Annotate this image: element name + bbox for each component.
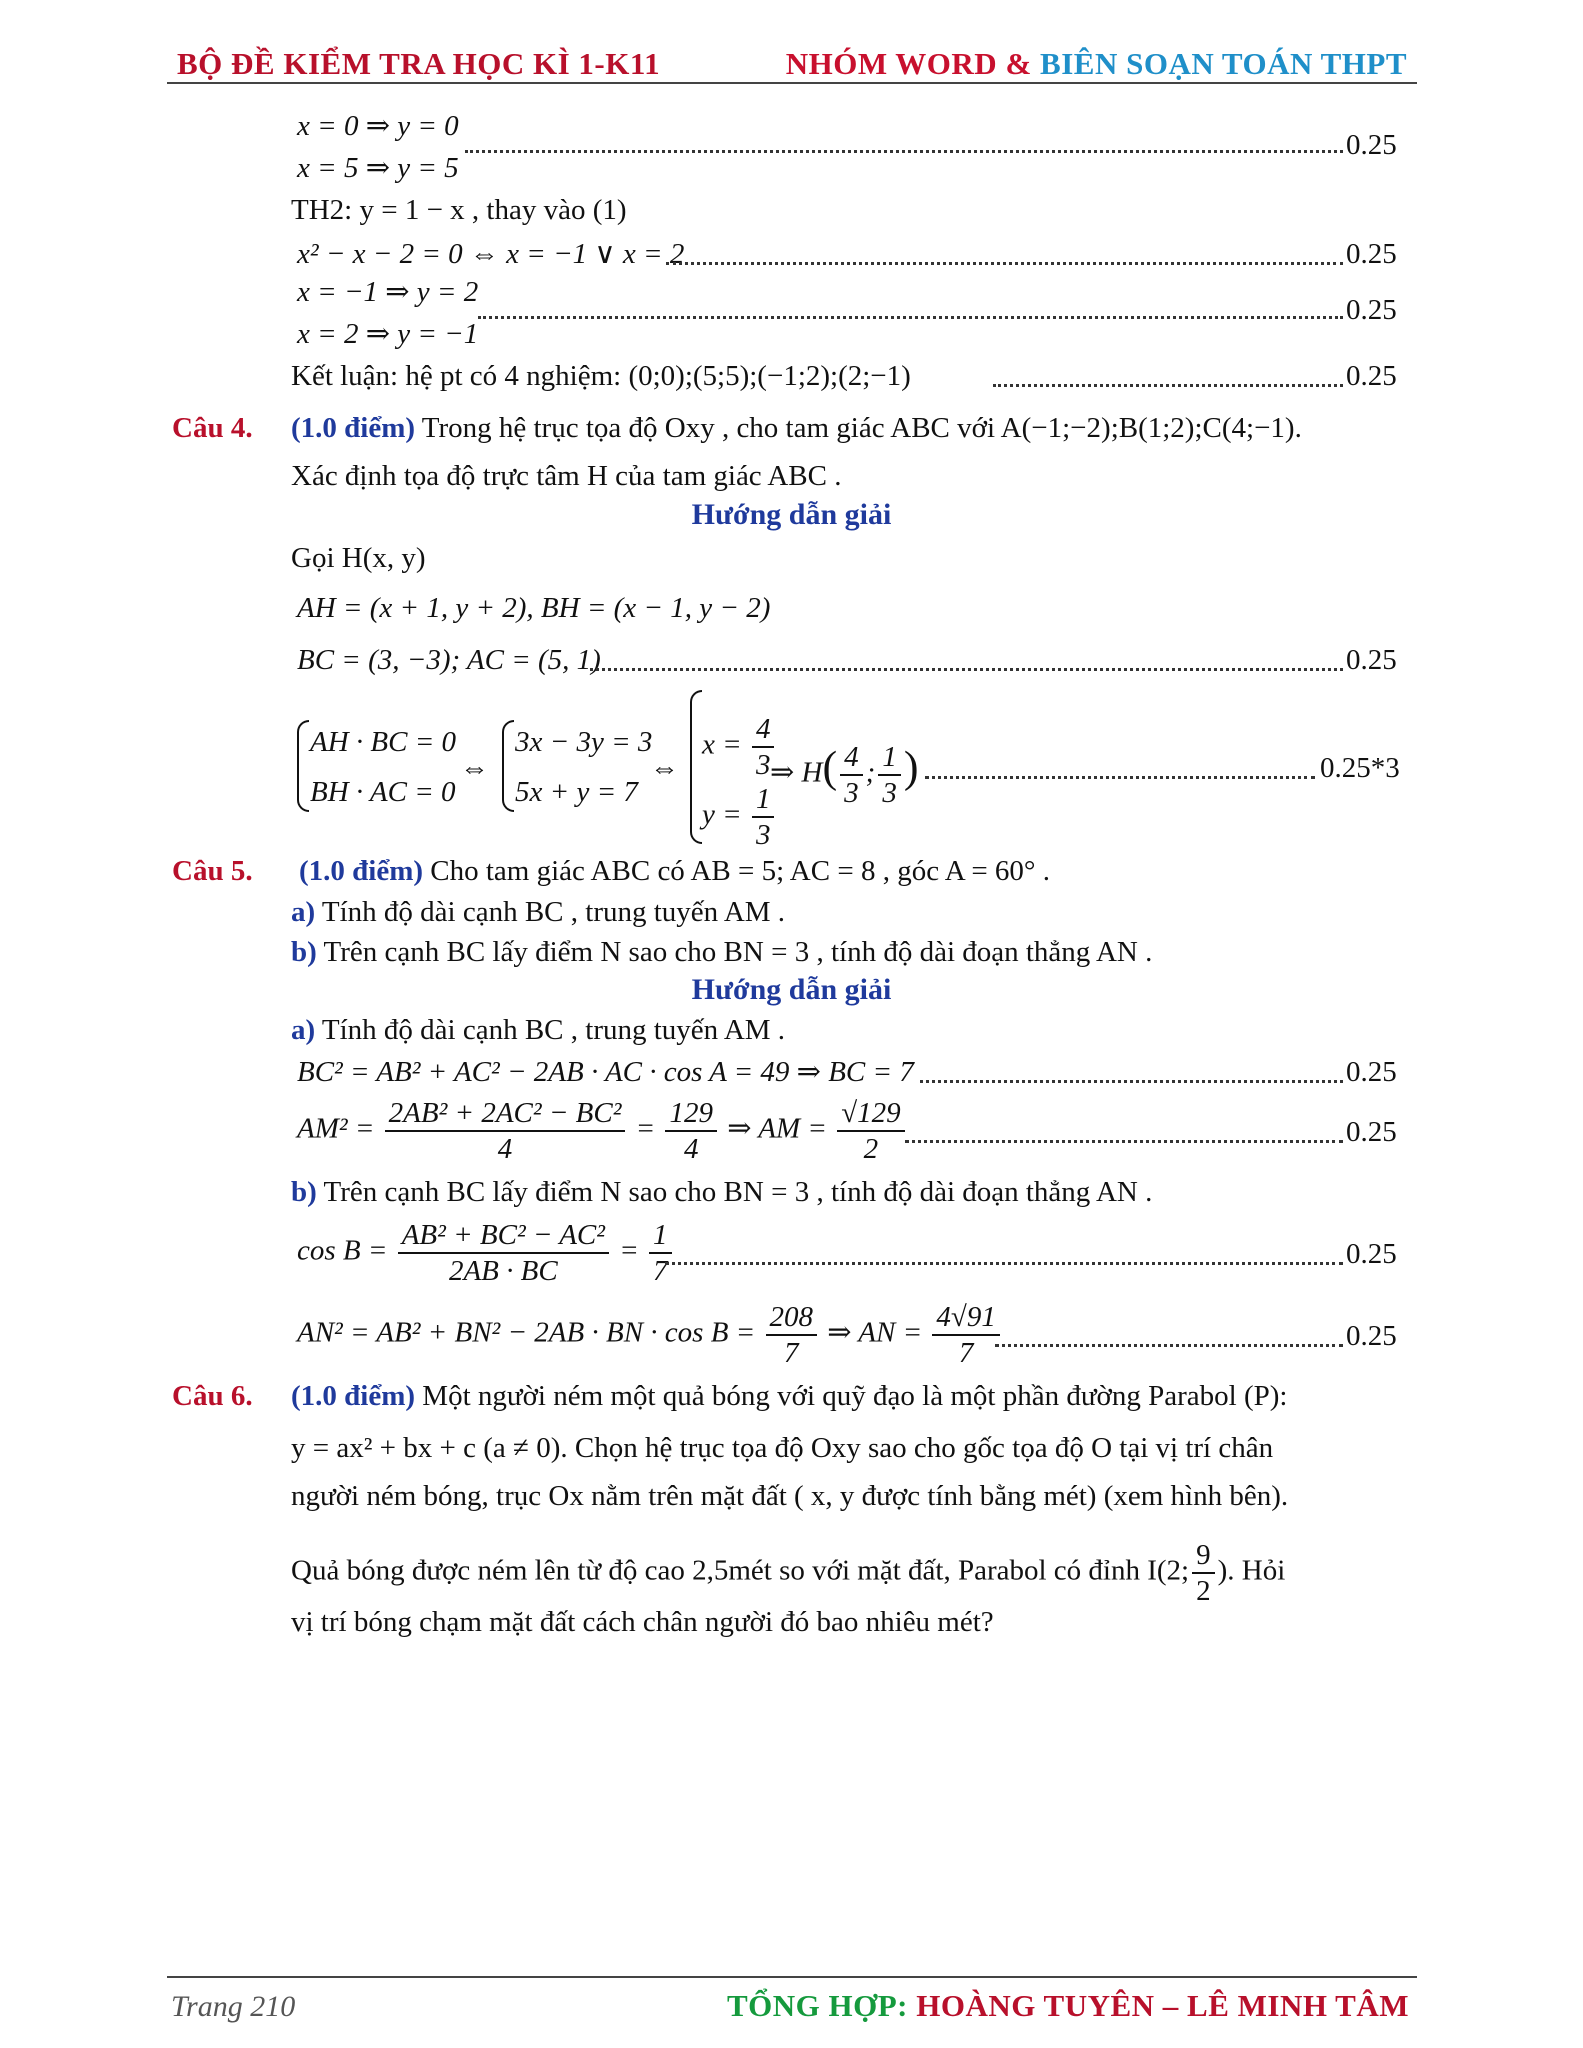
formula-lhs: AN² = AB² + BN² − 2AB · BN · cos B = xyxy=(297,1316,756,1349)
solution-line: x = 5 ⇒ y = 5 xyxy=(297,152,459,184)
left-brace xyxy=(690,690,702,844)
formula xyxy=(297,1300,1003,1370)
part-label: a) xyxy=(291,896,316,928)
score: 0.25*3 xyxy=(1320,752,1400,784)
question-label: Câu 6. xyxy=(172,1380,253,1412)
part-text: Tính độ dài cạnh BC , trung tuyến AM . xyxy=(315,896,786,928)
fraction xyxy=(398,1218,609,1288)
question-body: ). Hỏi xyxy=(1217,1554,1286,1587)
question-label: Câu 4. xyxy=(172,412,253,444)
fraction xyxy=(1192,1538,1215,1608)
fraction xyxy=(932,1300,999,1370)
header-group xyxy=(786,46,1407,82)
part-label: b) xyxy=(291,1176,317,1208)
dot-leader xyxy=(920,1080,1343,1083)
question-label: Câu 5. xyxy=(172,855,253,887)
numerator: AB² + BC² − AC² xyxy=(398,1218,609,1254)
footer-label: TỔNG HỢP: xyxy=(726,1988,908,2023)
solution-line: x = 2 ⇒ y = −1 xyxy=(297,318,479,350)
numerator: 4√91 xyxy=(932,1300,999,1336)
dot-leader xyxy=(665,1262,1343,1265)
question-body: Một người ném một quả bóng với quỹ đạo là một phần đường Parabol (P): xyxy=(415,1380,1288,1412)
question-text xyxy=(291,1538,1285,1608)
part-label: b) xyxy=(291,936,317,968)
solution-line: x = −1 ⇒ y = 2 xyxy=(297,276,479,308)
numerator: 4 xyxy=(752,712,775,748)
vertex-open: (2; xyxy=(1156,1554,1190,1587)
question-part xyxy=(291,1012,785,1048)
equation: 3x − 3y = 3 xyxy=(515,726,653,758)
footer-authors: HOÀNG TUYÊN – LÊ MINH TÂM xyxy=(916,1988,1409,2023)
equation xyxy=(702,782,777,852)
question-body: Trong hệ trục tọa độ Oxy , cho tam giác ABC với A(−1;−2);B(1;2);C(4;−1). xyxy=(415,412,1302,444)
question-text: người ném bóng, trục Ox nằm trên mặt đất ( x, y được tính bằng mét) (xem hình bên). xyxy=(291,1480,1289,1512)
equals: = xyxy=(619,1234,639,1267)
footer-credits xyxy=(727,1988,1409,2024)
fraction xyxy=(878,740,901,810)
formula-lhs: AM² = xyxy=(297,1112,375,1145)
equals: = xyxy=(635,1112,656,1145)
numerator: 208 xyxy=(766,1300,818,1336)
conclusion-line: Kết luận: hệ pt có 4 nghiệm: (0;0);(5;5);(−1;2);(2;−1) xyxy=(291,360,911,392)
score: 0.25 xyxy=(1346,1116,1397,1148)
dot-leader xyxy=(478,316,1343,319)
formula-lhs: cos B = xyxy=(297,1234,388,1267)
equivalence-symbol: ⇔ xyxy=(460,752,489,784)
fraction xyxy=(837,1096,904,1166)
solution-line: Gọi H(x, y) xyxy=(291,542,426,574)
implies: ⇒ AM = xyxy=(727,1112,827,1145)
dot-leader xyxy=(666,262,1343,265)
left-brace xyxy=(502,720,514,812)
equation xyxy=(702,712,777,782)
score: 0.25 xyxy=(1346,1238,1397,1270)
fraction xyxy=(665,1096,717,1166)
question-text: Xác định tọa độ trực tâm H của tam giác ABC . xyxy=(291,460,842,492)
y-equals: y = xyxy=(702,798,742,831)
equation: AH · BC = 0 xyxy=(310,726,457,758)
solution-title: Hướng dẫn giải xyxy=(691,973,892,1006)
denominator: 3 xyxy=(882,777,897,809)
solution-line: x² − x − 2 = 0 ⇔ x = −1 ∨ x = 2 xyxy=(297,238,685,270)
dot-leader xyxy=(925,776,1315,779)
header-amp: & xyxy=(1005,46,1032,81)
equivalence-symbol: ⇔ xyxy=(650,752,679,784)
denominator: 7 xyxy=(958,1337,974,1369)
dot-leader xyxy=(993,384,1343,387)
denominator: 7 xyxy=(653,1255,668,1287)
header-group-name: BIÊN SOẠN TOÁN THPT xyxy=(1040,46,1407,81)
question-text xyxy=(291,1378,1287,1414)
page-number: Trang 210 xyxy=(171,1990,296,2023)
question-text: vị trí bóng chạm mặt đất cách chân người đó bao nhiêu mét? xyxy=(291,1606,994,1638)
x-equals: x = xyxy=(702,728,742,761)
solution-line: x = 0 ⇒ y = 0 xyxy=(297,110,459,142)
question-text xyxy=(291,410,1302,446)
numerator: 1 xyxy=(878,740,901,776)
part-text: Tính độ dài cạnh BC , trung tuyến AM . xyxy=(315,1014,786,1046)
denominator: 3 xyxy=(755,819,771,851)
question-points: (1.0 điểm) xyxy=(299,855,424,887)
solution-title: Hướng dẫn giải xyxy=(691,498,892,531)
score: 0.25 xyxy=(1346,1056,1397,1088)
denominator: 3 xyxy=(755,749,771,781)
numerator: 2AB² + 2AC² − BC² xyxy=(385,1096,626,1132)
dot-leader xyxy=(905,1140,1343,1143)
header-group-word: NHÓM WORD xyxy=(785,46,998,81)
question-body: Quả bóng được ném lên từ độ cao 2,5mét so với mặt đất, Parabol có đỉnh I xyxy=(291,1554,1157,1587)
dot-leader xyxy=(465,150,1343,153)
denominator: 4 xyxy=(497,1133,513,1165)
solution-line: BC = (3, −3); AC = (5, 1) xyxy=(297,644,601,676)
fraction xyxy=(385,1096,626,1166)
numerator: √129 xyxy=(837,1096,904,1132)
part-text: Trên cạnh BC lấy điểm N sao cho BN = 3 , tính độ dài đoạn thẳng AN . xyxy=(316,1176,1153,1208)
page-footer xyxy=(167,1976,1417,2028)
numerator: 4 xyxy=(840,740,863,776)
numerator: 1 xyxy=(752,782,775,818)
question-part xyxy=(291,934,1152,970)
fraction xyxy=(649,1218,672,1288)
question-part xyxy=(291,894,785,930)
numerator: 1 xyxy=(649,1218,672,1254)
score: 0.25 xyxy=(1346,129,1397,161)
formula xyxy=(297,1096,908,1166)
equation: ⇒ H( $\frac{4}{3}$ ; $\frac{1}{3}$ ) xyxy=(770,741,919,809)
part-text: Trên cạnh BC lấy điểm N sao cho BN = 3 , tính độ dài đoạn thẳng AN . xyxy=(316,936,1153,968)
score: 0.25 xyxy=(1346,238,1397,270)
solution-line: TH2: y = 1 − x , thay vào (1) xyxy=(291,194,627,226)
question-text: y = ax² + bx + c (a ≠ 0). Chọn hệ trục tọa độ Oxy sao cho gốc tọa độ O tại vị trí chân xyxy=(291,1432,1274,1464)
denominator: 2 xyxy=(863,1133,879,1165)
dot-leader xyxy=(590,668,1343,671)
fraction xyxy=(766,1300,818,1370)
question-text xyxy=(299,853,1050,889)
header-title: BỘ ĐỀ KIỂM TRA HỌC KÌ 1-K11 xyxy=(177,46,661,81)
dot-leader xyxy=(995,1344,1343,1347)
numerator: 129 xyxy=(665,1096,717,1132)
formula: BC² = AB² + AC² − 2AB · AC · cos A = 49 ⇒ BC = 7 xyxy=(297,1056,914,1088)
formula xyxy=(297,1218,675,1288)
equation: BH · AC = 0 xyxy=(310,776,456,808)
denominator: 2AB · BC xyxy=(448,1255,558,1287)
part-label: a) xyxy=(291,1014,316,1046)
score: 0.25 xyxy=(1346,294,1397,326)
numerator: 9 xyxy=(1192,1538,1215,1574)
denominator: 3 xyxy=(844,777,859,809)
question-body: Cho tam giác ABC có AB = 5; AC = 8 , góc A = 60° . xyxy=(423,855,1051,887)
denominator: 7 xyxy=(784,1337,799,1369)
semicolon: ; xyxy=(865,756,876,789)
left-brace xyxy=(297,720,309,812)
denominator: 4 xyxy=(683,1133,699,1165)
equation: 5x + y = 7 xyxy=(515,776,638,808)
score: 0.25 xyxy=(1346,360,1397,392)
implies: ⇒ AN = xyxy=(827,1316,923,1349)
score: 0.25 xyxy=(1346,1320,1397,1352)
page-header xyxy=(167,42,1417,84)
score: 0.25 xyxy=(1346,644,1397,676)
question-part xyxy=(291,1174,1152,1210)
question-points: (1.0 điểm) xyxy=(291,1380,416,1412)
question-points: (1.0 điểm) xyxy=(291,412,416,444)
implies-h: ⇒ H xyxy=(770,756,823,789)
fraction xyxy=(840,740,863,810)
solution-line: AH = (x + 1, y + 2), BH = (x − 1, y − 2) xyxy=(297,592,771,624)
denominator: 2 xyxy=(1196,1575,1211,1607)
